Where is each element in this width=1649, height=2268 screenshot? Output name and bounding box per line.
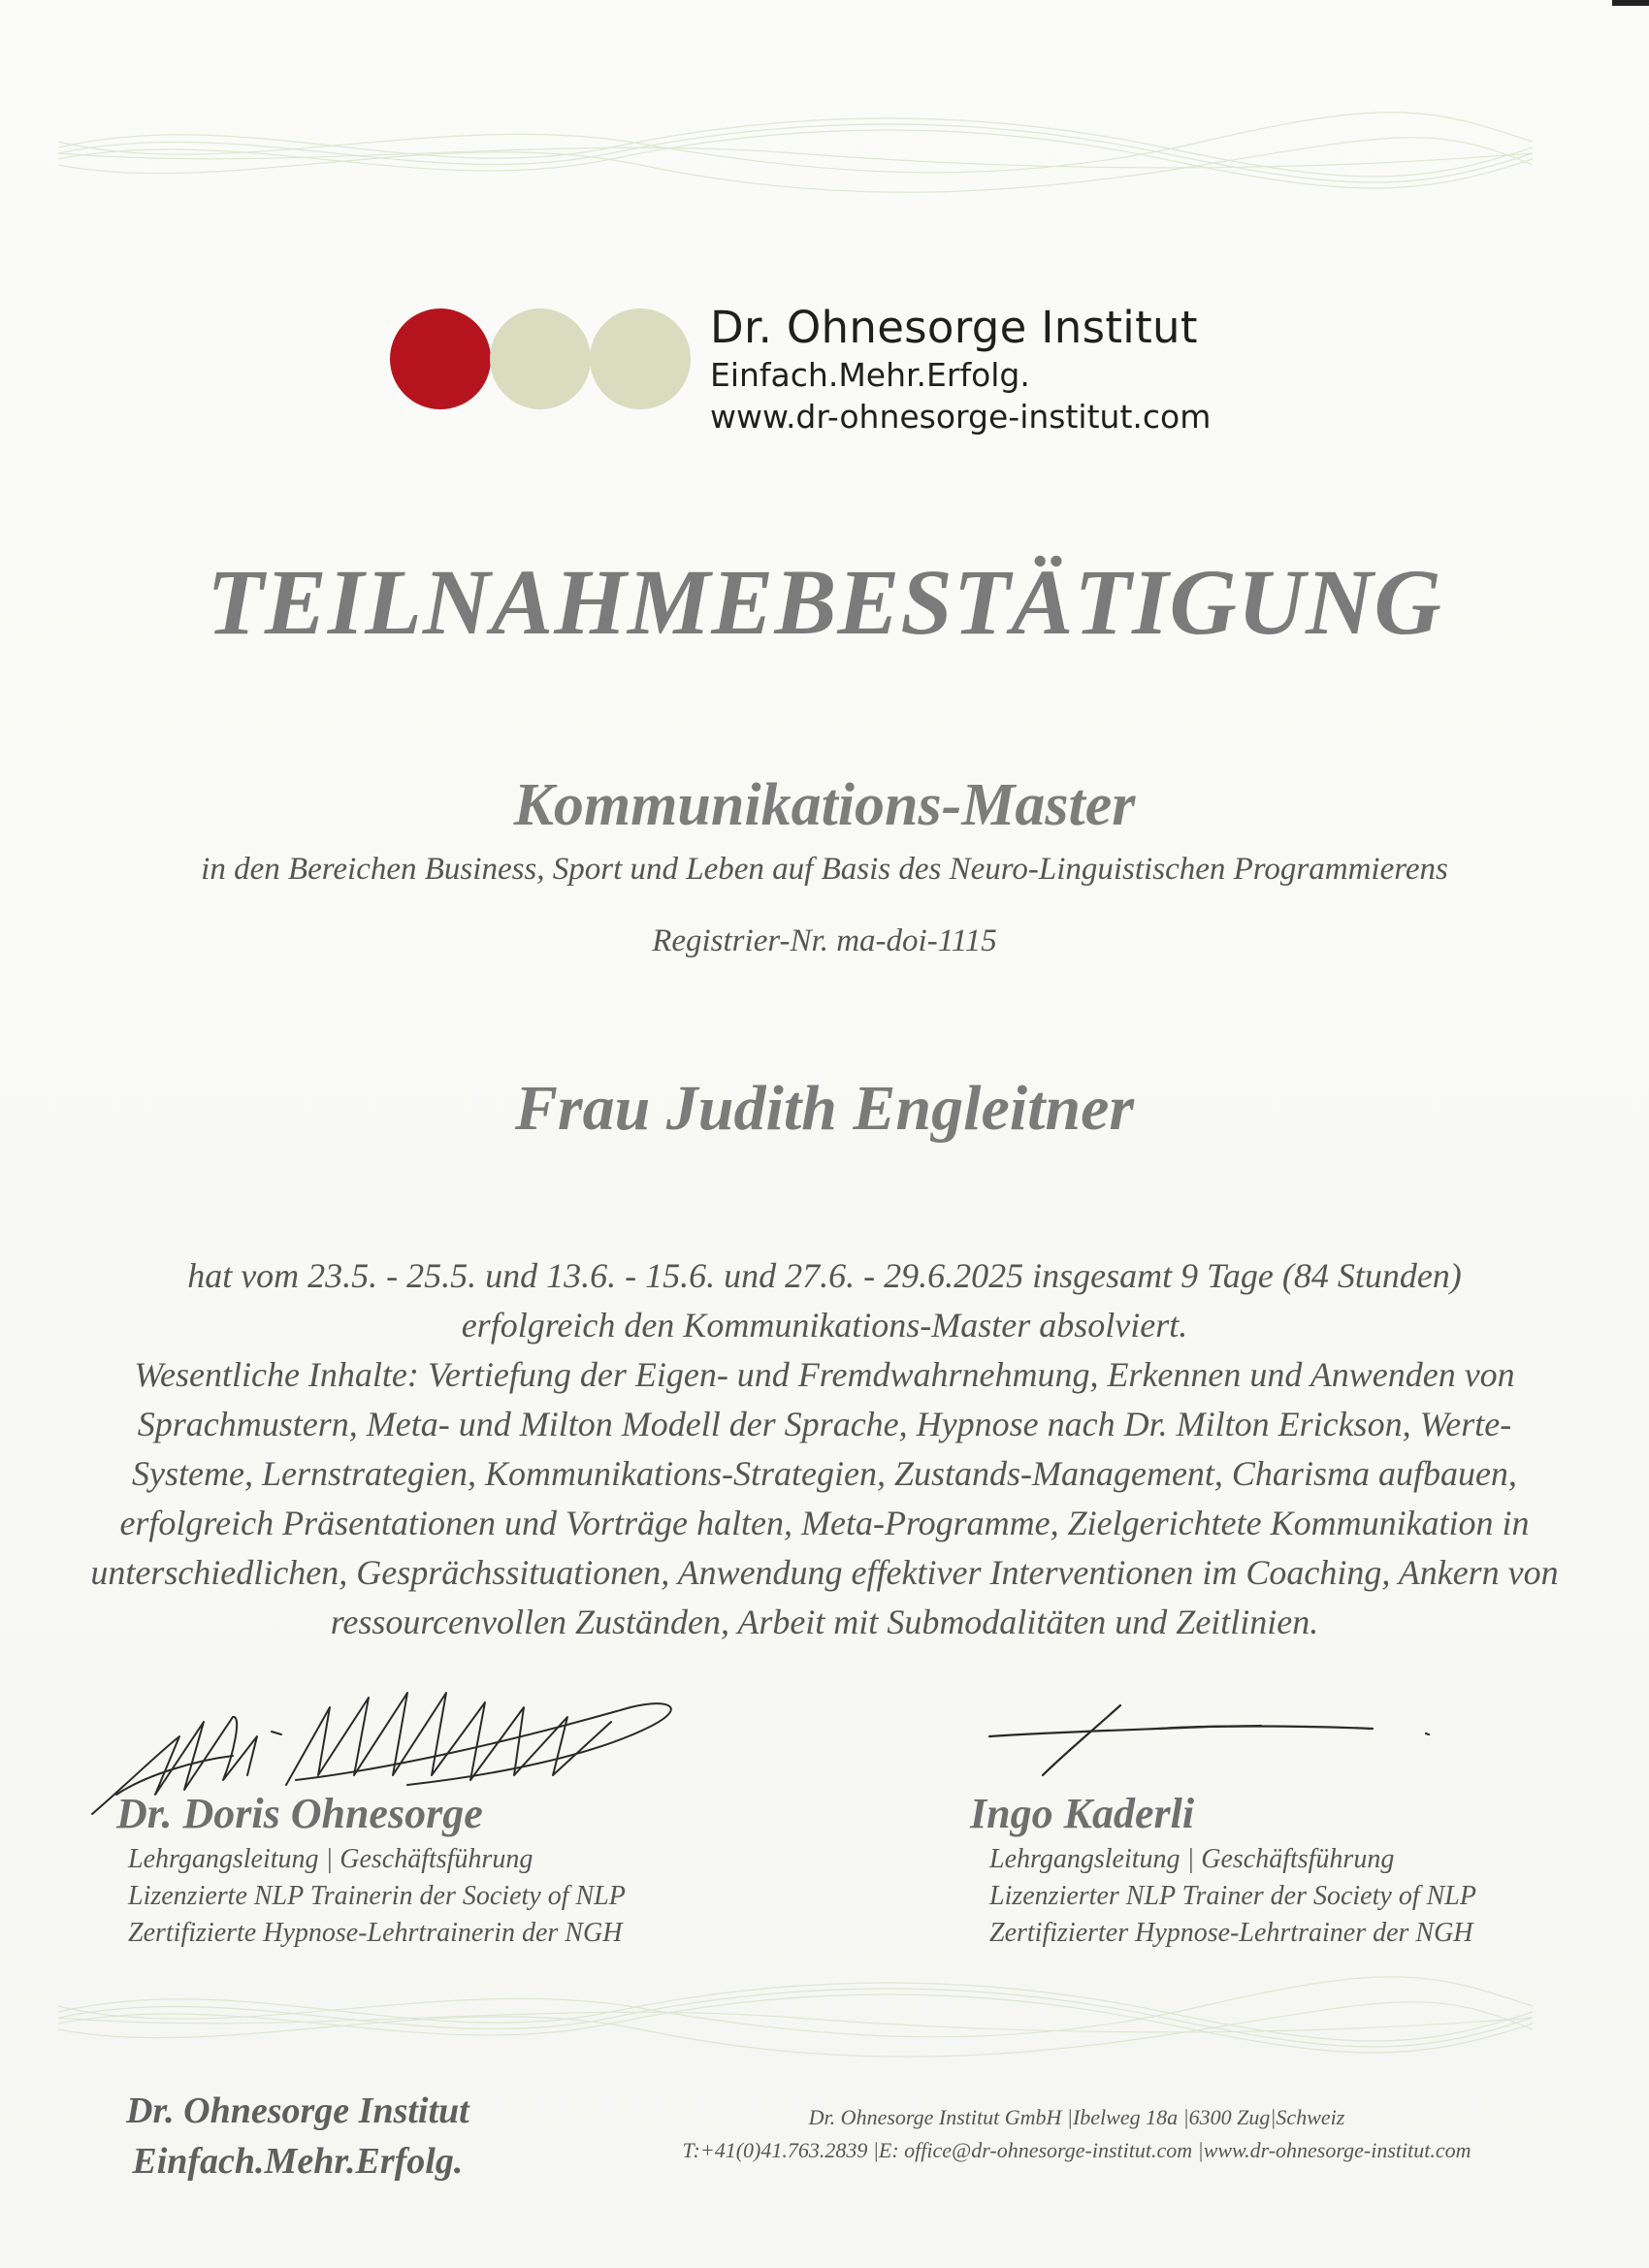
registration-number: Registrier-Nr. ma-doi-1115 xyxy=(652,923,997,958)
footer-brand xyxy=(126,2086,469,2187)
signer-left xyxy=(116,1787,795,1952)
logo-red-circle xyxy=(390,308,491,409)
logo-beige-circle xyxy=(590,308,691,409)
guilloche-top-decoration xyxy=(58,105,1533,202)
signer-role: Lizenzierte NLP Trainerin der Society of NLP xyxy=(128,1881,626,1911)
body-line: erfolgreich den Kommunikations-Master absolviert. xyxy=(461,1306,1188,1345)
scan-edge-mark xyxy=(1612,0,1649,6)
footer-brand-slogan: Einfach.Mehr.Erfolg. xyxy=(132,2141,464,2182)
signer-role: Lehrgangsleitung | Geschäftsführung xyxy=(128,1844,534,1874)
logo-beige-circle xyxy=(490,308,591,409)
institute-logo xyxy=(390,301,1263,446)
signature-right xyxy=(985,1702,1470,1790)
footer-contact xyxy=(621,2101,1533,2167)
signer-role: Lehrgangsleitung | Geschäftsführung xyxy=(989,1844,1395,1874)
signer-role: Zertifizierte Hypnose-Lehrtrainerin der NGH xyxy=(128,1918,623,1948)
logo-institute-name: Dr. Ohnesorge Institut xyxy=(710,302,1198,353)
signer-name: Dr. Doris Ohnesorge xyxy=(116,1790,483,1837)
signer-name: Ingo Kaderli xyxy=(970,1790,1195,1837)
course-subtitle: in den Bereichen Business, Sport und Leben auf Basis des Neuro-Linguistischen Programmierens xyxy=(201,852,1448,887)
footer-brand-name: Dr. Ohnesorge Institut xyxy=(126,2090,469,2131)
course-name: Kommunikations-Master xyxy=(513,772,1136,838)
footer-address: Dr. Ohnesorge Institut GmbH |Ibelweg 18a |6300 Zug|Schweiz xyxy=(808,2105,1345,2129)
body-line: unterschiedlichen, Gesprächssituationen, Anwendung effektiver Interventionen im Coaching, Ankern von xyxy=(90,1553,1559,1592)
guilloche-bottom-decoration xyxy=(58,1969,1533,2066)
recipient-name: Frau Judith Engleitner xyxy=(514,1073,1135,1144)
logo-text xyxy=(710,301,1211,438)
body-line: Sprachmustern, Meta- und Milton Modell der Sprache, Hypnose nach Dr. Milton Erickson, Werte- xyxy=(137,1405,1512,1443)
logo-url: www.dr-ohnesorge-institut.com xyxy=(710,398,1212,436)
signer-role: Zertifizierter Hypnose-Lehrtrainer der NGH xyxy=(989,1918,1473,1948)
document-title: TEILNAHMEBESTÄTIGUNG xyxy=(207,550,1442,654)
body-line: hat vom 23.5. - 25.5. und 13.6. - 15.6. und 27.6. - 29.6.2025 insgesamt 9 Tage (84 Stunden) xyxy=(187,1256,1462,1295)
signer-right xyxy=(970,1787,1591,1952)
signer-role: Lizenzierter NLP Trainer der Society of NLP xyxy=(989,1881,1476,1911)
body-line: ressourcenvollen Zuständen, Arbeit mit Submodalitäten und Zeitlinien. xyxy=(330,1603,1319,1641)
body-line: Wesentliche Inhalte: Vertiefung der Eigen- und Fremdwahrnehmung, Erkennen und Anwenden von xyxy=(134,1355,1515,1394)
body-line: erfolgreich Präsentationen und Vorträge halten, Meta-Programme, Zielgerichtete Kommunikation in xyxy=(119,1504,1530,1542)
footer-contact-details: T:+41(0)41.763.2839 |E: office@dr-ohnesorge-institut.com |www.dr-ohnesorge-institut.com xyxy=(682,2138,1471,2162)
body-line: Systeme, Lernstrategien, Kommunikations-Strategien, Zustands-Management, Charisma aufbauen, xyxy=(132,1454,1517,1493)
logo-slogan: Einfach.Mehr.Erfolg. xyxy=(710,356,1030,394)
certificate-body xyxy=(87,1251,1562,1647)
